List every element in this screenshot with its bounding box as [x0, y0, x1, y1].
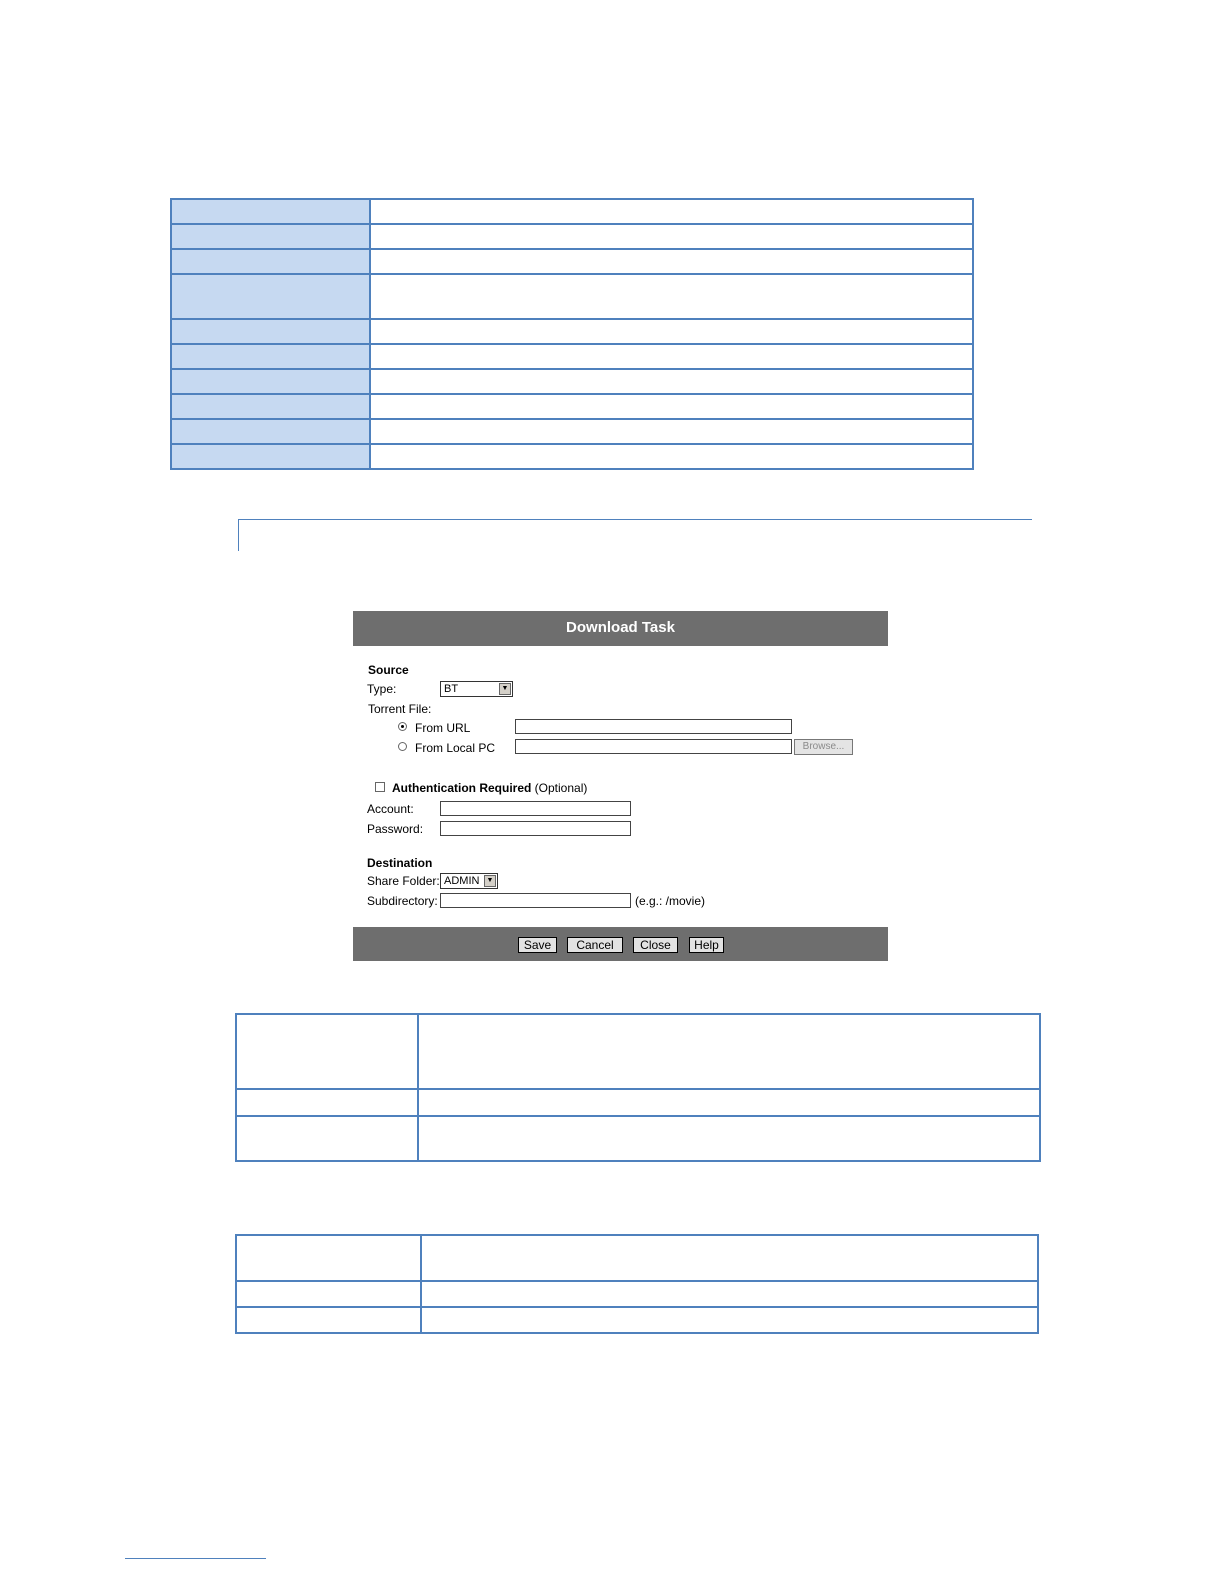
from-url-label: From URL [415, 721, 471, 735]
torrent-file-input[interactable] [515, 739, 792, 754]
dialog-title: Download Task [353, 611, 888, 646]
subdirectory-input[interactable] [440, 893, 631, 908]
parameter-table-middle [235, 1013, 1041, 1162]
chevron-down-icon[interactable]: ▼ [499, 683, 511, 695]
download-task-dialog [353, 611, 888, 961]
section-heading-frame [238, 519, 1032, 551]
table-row [171, 344, 973, 369]
chevron-down-icon[interactable]: ▼ [484, 875, 496, 887]
save-button[interactable]: Save [518, 937, 557, 953]
table-row [236, 1089, 1040, 1116]
table-row [236, 1307, 1038, 1333]
table-row [236, 1116, 1040, 1161]
close-button[interactable]: Close [633, 937, 678, 953]
table-row [236, 1235, 1038, 1281]
type-label: Type: [367, 682, 397, 696]
from-url-radio[interactable] [398, 722, 407, 731]
password-label: Password: [367, 822, 424, 836]
parameter-table-bottom [235, 1234, 1039, 1334]
share-folder-value: ADMIN [444, 875, 480, 887]
account-input[interactable] [440, 801, 631, 816]
auth-required-label [392, 781, 587, 795]
subdirectory-hint: (e.g.: /movie) [635, 894, 706, 908]
cancel-button[interactable]: Cancel [567, 937, 623, 953]
help-button[interactable]: Help [689, 937, 724, 953]
from-local-pc-radio[interactable] [398, 742, 407, 751]
auth-optional-text: (Optional) [531, 781, 588, 795]
account-label: Account: [367, 802, 414, 816]
auth-required-text: Authentication Required [392, 781, 532, 795]
auth-required-checkbox[interactable] [375, 782, 385, 792]
table-row [171, 274, 973, 319]
table-row [171, 369, 973, 394]
table-row [171, 224, 973, 249]
destination-heading: Destination [367, 856, 433, 870]
source-heading: Source [368, 663, 409, 677]
table-row [171, 444, 973, 469]
type-select-value: BT [444, 683, 459, 695]
share-folder-label: Share Folder: [367, 874, 440, 888]
browse-button[interactable]: Browse... [794, 739, 853, 755]
password-input[interactable] [440, 821, 631, 836]
footnote-rule [125, 1558, 266, 1559]
subdirectory-label: Subdirectory: [367, 894, 438, 908]
table-row [236, 1014, 1040, 1089]
from-local-pc-label: From Local PC [415, 741, 496, 755]
table-row [171, 394, 973, 419]
table-row [171, 249, 973, 274]
table-row [171, 419, 973, 444]
table-row [171, 199, 973, 224]
torrent-file-label: Torrent File: [368, 702, 432, 716]
type-select[interactable] [440, 681, 513, 697]
table-row [171, 319, 973, 344]
share-folder-select[interactable] [440, 873, 498, 889]
parameter-table-top [170, 198, 974, 470]
torrent-url-input[interactable] [515, 719, 792, 734]
table-row [236, 1281, 1038, 1307]
